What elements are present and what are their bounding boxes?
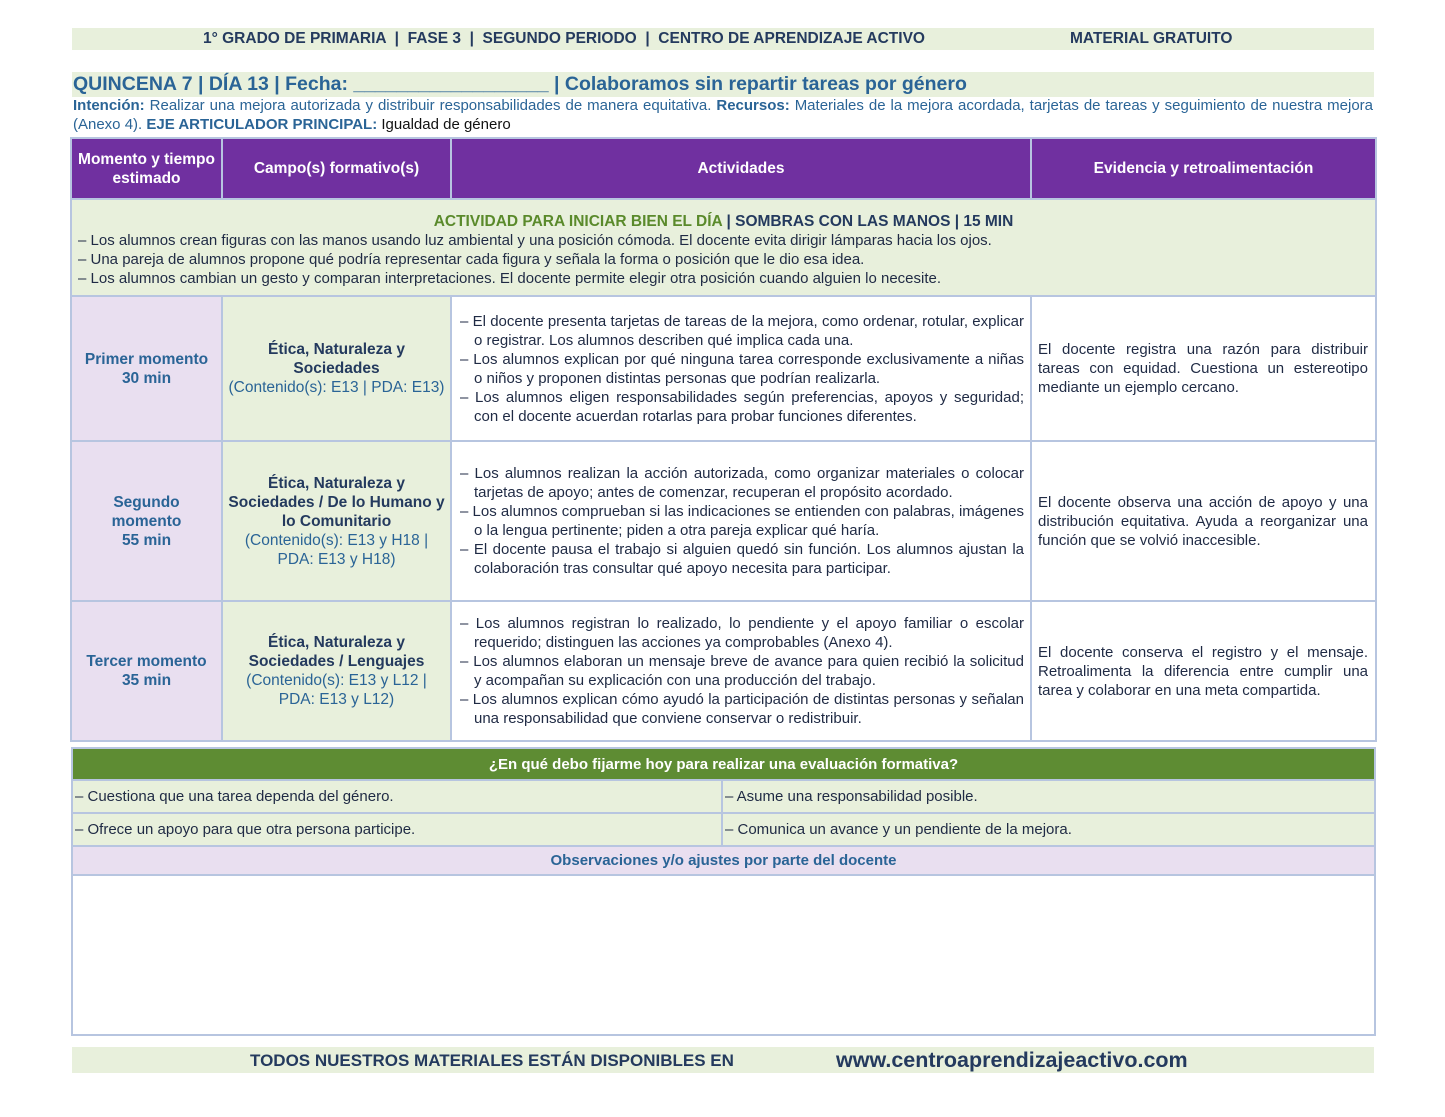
header-evidencia: Evidencia y retroalimentación (1031, 138, 1376, 199)
evidencia-cell: El docente registra una razón para distribuir tareas con equidad. Cuestiona un estereotipo mediante un ejemplo cercano. (1031, 296, 1376, 441)
warmup-item: – Los alumnos cambian un gesto y comparan interpretaciones. El docente permite elegir otra posición cuando alguien lo necesite. (78, 269, 942, 287)
moment-time: 55 min (121, 531, 172, 549)
evaluation-question: ¿En qué debo fijarme hoy para realizar una evaluación formativa? (72, 748, 1375, 780)
header-bar (72, 28, 1374, 50)
title-bar (72, 72, 1374, 97)
campo-contenido: (Contenido(s): E13 y H18 | PDA: E13 y H18) (244, 531, 429, 568)
moment-label: Primer momento (84, 350, 209, 368)
page-title: QUINCENA 7 | DÍA 13 | Fecha: __________________ | Colaboramos sin repartir tareas por género (73, 73, 967, 95)
moment-time: 35 min (121, 672, 172, 689)
grade-line: 1° GRADO DE PRIMARIA | FASE 3 | SEGUNDO PERIODO | CENTRO DE APRENDIZAJE ACTIVO (203, 30, 925, 47)
moment-row-1 (71, 296, 1376, 441)
footer-bar (72, 1047, 1374, 1073)
actividad-item: – Los alumnos comprueban si las indicaciones se entienden con palabras, imágenes o la lengua pertinente; piden a otra pareja explicar qué haría. (460, 503, 1024, 539)
footer-url-link[interactable]: www.centroaprendizajeactivo.com (836, 1048, 1188, 1072)
actividad-item: – El docente pausa el trabajo si alguien quedó sin función. Los alumnos ajustan la colaboración tras consultar qué apoyo necesita para participar. (460, 541, 1024, 577)
evaluation-item: – Comunica un avance y un pendiente de la mejora. (722, 813, 1375, 846)
campo-cell (222, 441, 451, 601)
evaluation-item: – Ofrece un apoyo para que otra persona participe. (72, 813, 722, 846)
moment-time: 30 min (121, 369, 172, 387)
eje-label: EJE ARTICULADOR PRINCIPAL: (146, 116, 378, 133)
observations-area (72, 875, 1375, 1035)
recursos-label: Recursos: (716, 97, 790, 114)
moment-label: Segundo momento (111, 493, 182, 530)
free-material-label: MATERIAL GRATUITO (1070, 30, 1233, 47)
campo-cell (222, 601, 451, 741)
actividad-item: – Los alumnos explican por qué ninguna tarea corresponde exclusivamente a niñas o niños y proponen distintas personas que podrían realizarla. (460, 350, 1024, 387)
recursos-text: Materiales de la mejora acordada, tarjetas de tareas y seguimiento de nuestra mejora (Anexo 4). (73, 97, 1374, 133)
campo-name: Ética, Naturaleza y Sociedades / Lenguajes (248, 634, 425, 670)
moment-row-3 (71, 601, 1376, 741)
campo-name: Ética, Naturaleza y Sociedades (268, 341, 405, 377)
actividad-item: – Los alumnos realizan la acción autorizada, como organizar materiales o colocar tarjetas de apoyo; antes de comenzar, recuperan el propósito acordado. (460, 465, 1024, 501)
evaluation-table (71, 747, 1376, 1036)
evaluation-item: – Asume una responsabilidad posible. (722, 780, 1375, 813)
footer-text: TODOS NUESTROS MATERIALES ESTÁN DISPONIBLES EN (250, 1051, 734, 1070)
actividad-item: – Los alumnos registran lo realizado, lo pendiente y el apoyo familiar o escolar requerido; distinguen las acciones ya comprobables (Anexo 4). (460, 615, 1024, 651)
table-header-row (71, 138, 1376, 199)
campo-cell (222, 296, 451, 441)
moment-label: Tercer momento (86, 653, 207, 670)
warmup-item: – Los alumnos crean figuras con las manos usando luz ambiental y una posición cómoda. El docente evita dirigir lámparas hacia los ojos. (78, 231, 992, 249)
planning-table (70, 137, 1377, 742)
eje-text: Igualdad de género (377, 116, 511, 133)
campo-name: Ética, Naturaleza y Sociedades / De lo Humano y lo Comunitario (228, 474, 445, 530)
actividades-cell (451, 296, 1031, 441)
evidencia-cell: El docente observa una acción de apoyo y una distribución equitativa. Ayuda a reorganizar una función que se volvió inaccesible. (1031, 441, 1376, 601)
warmup-title-green: ACTIVIDAD PARA INICIAR BIEN EL DÍA (433, 212, 723, 230)
intent-paragraph (73, 96, 1373, 134)
header-campo: Campo(s) formativo(s) (222, 138, 451, 199)
moment-cell (71, 601, 222, 741)
actividades-cell (451, 601, 1031, 741)
actividades-cell (451, 441, 1031, 601)
warmup-row (71, 199, 1376, 296)
actividad-item: – Los alumnos eligen responsabilidades según preferencias, apoyos y seguridad; con el docente acuerdan rotarlas para probar funciones diferentes. (460, 388, 1024, 425)
moment-row-2 (71, 441, 1376, 601)
actividad-item: – El docente presenta tarjetas de tareas de la mejora, como ordenar, rotular, explicar o registrar. Los alumnos describen qué implica cada una. (460, 312, 1024, 349)
campo-contenido: (Contenido(s): E13 y L12 | PDA: E13 y L12) (246, 672, 427, 708)
warmup-title (72, 212, 1375, 231)
actividad-item: – Los alumnos elaboran un mensaje breve de avance para quien recibió la solicitud y acompañan su explicación con una producción del trabajo. (460, 653, 1024, 689)
actividad-item: – Los alumnos explican cómo ayudó la participación de distintas personas y señalan una responsabilidad que conviene conservar o redistribuir. (460, 691, 1024, 727)
intencion-text: Realizar una mejora autorizada y distribuir responsabilidades de manera equitativa. (144, 97, 717, 114)
header-momento: Momento y tiempo estimado (71, 138, 222, 199)
warmup-title-rest: | SOMBRAS CON LAS MANOS | 15 MIN (722, 212, 1014, 230)
observations-title: Observaciones y/o ajustes por parte del docente (72, 846, 1375, 875)
evidencia-cell: El docente conserva el registro y el mensaje. Retroalimenta la diferencia entre cumplir una tarea y colaborar en una meta compartida. (1031, 601, 1376, 741)
header-actividades: Actividades (451, 138, 1031, 199)
evaluation-item: – Cuestiona que una tarea dependa del género. (72, 780, 722, 813)
moment-cell (71, 296, 222, 441)
warmup-item: – Una pareja de alumnos propone qué podría representar cada figura y señala la forma o posición que le dio esa idea. (78, 250, 865, 268)
moment-cell (71, 441, 222, 601)
campo-contenido: (Contenido(s): E13 | PDA: E13) (228, 379, 445, 396)
warmup-cell (71, 199, 1376, 296)
intencion-label: Intención: (73, 97, 145, 114)
